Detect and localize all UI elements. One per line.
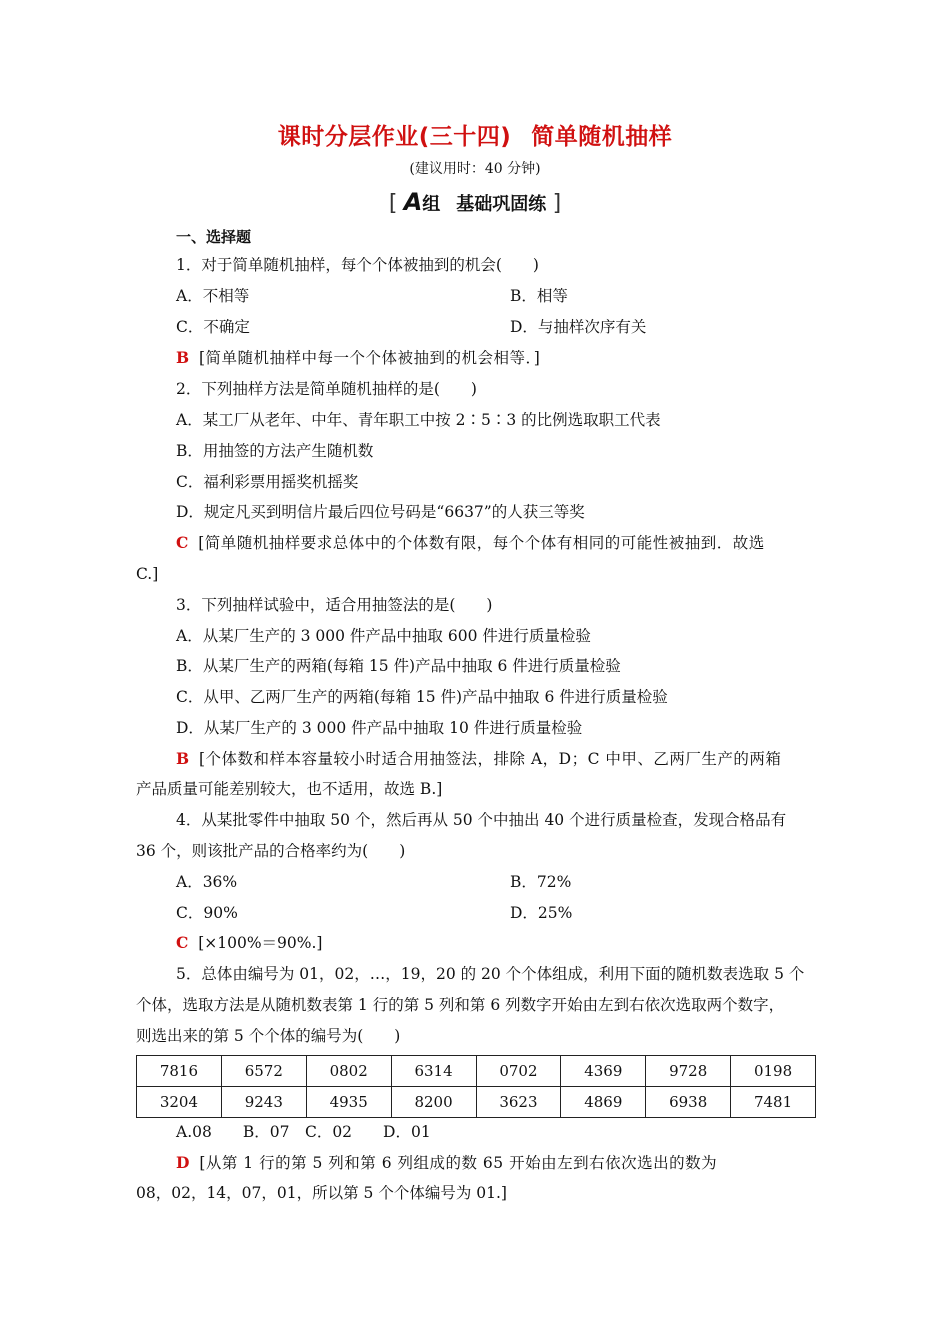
q3-option-a: A．从某厂生产的 3 000 件产品中抽取 600 件进行质量检验	[176, 627, 591, 645]
table-cell: 4869	[561, 1087, 646, 1118]
q3-explanation: [个体数和样本容量较小时适合用抽签法，排除 A，D；C 中甲、乙两厂生产的两箱	[198, 750, 782, 768]
table-row	[137, 1056, 816, 1087]
q4-option-b: B．72%	[510, 873, 572, 891]
q3-option-c: C．从甲、乙两厂生产的两箱(每箱 15 件)产品中抽取 6 件进行质量检验	[176, 688, 668, 706]
table-cell: 6314	[391, 1056, 476, 1087]
q2-option-c: C．福利彩票用摇奖机摇奖	[176, 473, 359, 491]
group-close-bracket: ]	[552, 191, 562, 216]
group-label: 组	[422, 194, 441, 215]
q2-option-b: B．用抽签的方法产生随机数	[176, 442, 374, 460]
title-topic: 简单随机抽样	[531, 124, 673, 150]
q5-explanation: [从第 1 行的第 5 列和第 6 列组成的数 65 开始由左到右依次选出的数为	[199, 1154, 718, 1172]
table-cell: 6938	[646, 1087, 731, 1118]
table-cell: 0198	[731, 1056, 816, 1087]
q5-options: A.08 B．07 C．02 D．01	[176, 1123, 431, 1141]
q1-answer-line	[176, 348, 540, 368]
q4-stem: 4．从某批零件中抽取 50 个，然后再从 50 个中抽出 40 个进行质量检查，发现合格品有	[176, 811, 787, 829]
q1-stem: 1．对于简单随机抽样，每个个体被抽到的机会( )	[176, 256, 539, 274]
q4-option-d: D．25%	[510, 904, 573, 922]
section-heading: 一、选择题	[176, 228, 252, 246]
table-cell: 3204	[137, 1087, 222, 1118]
table-cell: 7816	[137, 1056, 222, 1087]
q4-option-a: A．36%	[176, 873, 238, 891]
table-cell: 9243	[221, 1087, 306, 1118]
table-row	[137, 1087, 816, 1118]
table-cell: 3623	[476, 1087, 561, 1118]
q2-explanation: [简单随机抽样要求总体中的个体数有限，每个个体有相同的可能性被抽到．故选	[198, 534, 765, 552]
q2-answer-line	[176, 533, 765, 553]
table-cell: 7481	[731, 1087, 816, 1118]
q2-option-d: D．规定凡买到明信片最后四位号码是“6637”的人获三等奖	[176, 503, 585, 521]
random-number-table	[136, 1055, 816, 1118]
q1-answer: B	[176, 348, 190, 367]
q1-explanation: [简单随机抽样中每一个个体被抽到的机会相等．]	[198, 349, 541, 367]
q4-stem-cont: 36 个，则该批产品的合格率约为( )	[136, 842, 406, 860]
q1-option-b: B．相等	[510, 287, 568, 305]
table-cell: 6572	[221, 1056, 306, 1087]
q3-explanation-cont: 产品质量可能差别较大，也不适用，故选 B.]	[136, 780, 443, 798]
q3-answer-line	[176, 749, 781, 769]
table-cell: 4369	[561, 1056, 646, 1087]
q4-answer: C	[176, 933, 189, 952]
table-cell: 0702	[476, 1056, 561, 1087]
title-main: 课时分层作业(三十四)	[277, 124, 512, 150]
group-letter: A	[403, 188, 423, 216]
q5-answer-line	[176, 1153, 717, 1173]
q5-stem-cont-2: 则选出来的第 5 个个体的编号为( )	[136, 1027, 401, 1045]
q5-explanation-cont: 08，02，14，07，01，所以第 5 个个体编号为 01.]	[136, 1184, 507, 1202]
table-cell: 8200	[391, 1087, 476, 1118]
q3-answer: B	[176, 749, 190, 768]
q5-stem: 5．总体由编号为 01，02，…，19，20 的 20 个个体组成，利用下面的随机数表选取 5 个	[176, 965, 805, 983]
q1-option-d: D．与抽样次序有关	[510, 318, 647, 336]
table-cell: 4935	[306, 1087, 391, 1118]
q5-answer: D	[176, 1153, 190, 1172]
q3-option-d: D．从某厂生产的 3 000 件产品中抽取 10 件进行质量检验	[176, 719, 583, 737]
q2-answer: C	[176, 533, 189, 552]
page-title	[0, 118, 950, 151]
q4-answer-line	[176, 933, 322, 953]
table-cell: 0802	[306, 1056, 391, 1087]
q5-stem-cont-1: 个体，选取方法是从随机数表第 1 行的第 5 列和第 6 列数字开始由左到右依次选取两个数字，	[136, 996, 785, 1014]
table-cell: 9728	[646, 1056, 731, 1087]
q3-option-b: B．从某厂生产的两箱(每箱 15 件)产品中抽取 6 件进行质量检验	[176, 657, 621, 675]
group-banner	[0, 188, 950, 216]
q2-stem: 2．下列抽样方法是简单随机抽样的是( )	[176, 380, 477, 398]
q4-option-c: C．90%	[176, 904, 238, 922]
q1-option-a: A．不相等	[176, 287, 250, 305]
q3-stem: 3．下列抽样试验中，适合用抽签法的是( )	[176, 596, 493, 614]
q4-explanation: [×100%＝90%.]	[198, 934, 323, 952]
suggested-time: (建议用时：40 分钟)	[409, 161, 541, 177]
q1-option-c: C．不确定	[176, 318, 250, 336]
q2-option-a: A．某工厂从老年、中年、青年职工中按 2∶5∶3 的比例选取职工代表	[176, 411, 661, 429]
q2-explanation-cont: C.]	[136, 565, 159, 583]
group-name: 基础巩固练	[456, 194, 547, 215]
group-open-bracket: [	[388, 191, 398, 216]
